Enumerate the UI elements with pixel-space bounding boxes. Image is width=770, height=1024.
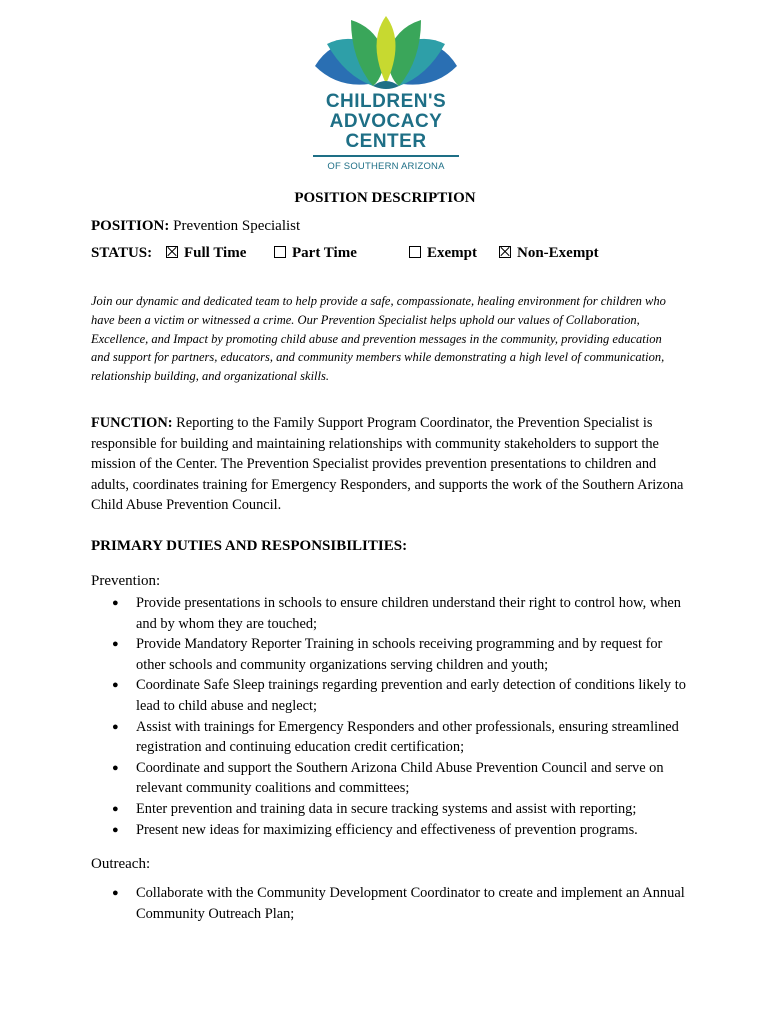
checkbox-empty-icon[interactable] xyxy=(409,246,421,258)
position-line xyxy=(91,218,300,235)
position-value: Prevention Specialist xyxy=(173,218,301,234)
outreach-label: Outreach: xyxy=(91,856,151,872)
outreach-list xyxy=(91,883,691,924)
status-option-part-time[interactable] xyxy=(274,245,357,262)
prevention-label: Prevention: xyxy=(91,573,161,589)
status-option-full-time[interactable] xyxy=(166,245,246,262)
checkbox-empty-icon[interactable] xyxy=(274,246,286,258)
logo-text-line3: CENTER xyxy=(345,131,427,152)
list-item: ● Assist with trainings for Emergency Responders and other professionals, ensuring streamlined registration and continuing education credit certification; xyxy=(91,717,691,758)
status-label: STATUS: xyxy=(91,245,153,261)
list-item: ● Provide Mandatory Reporter Training in schools receiving programming and by request for other schools and community organizations serving children and youth; xyxy=(91,634,691,675)
status-option-non-exempt[interactable] xyxy=(499,245,599,262)
list-item: ● Present new ideas for maximizing efficiency and effectiveness of prevention programs. xyxy=(91,820,691,841)
organization-logo xyxy=(311,14,461,179)
checkbox-checked-icon[interactable] xyxy=(499,246,511,258)
logo-text-line1: CHILDREN'S xyxy=(325,91,447,112)
logo-divider xyxy=(313,155,459,157)
function-label: FUNCTION: xyxy=(91,415,173,431)
list-item: ● Coordinate and support the Southern Arizona Child Abuse Prevention Council and serve on relevant community coalitions and committees; xyxy=(91,758,691,799)
logo-text-line2: ADVOCACY xyxy=(329,111,443,132)
status-option-label: Part Time xyxy=(292,245,357,261)
status-option-label: Exempt xyxy=(427,245,477,261)
status-option-label: Non-Exempt xyxy=(517,245,599,261)
document-title: POSITION DESCRIPTION xyxy=(294,190,476,206)
list-item: ● Collaborate with the Community Development Coordinator to create and implement an Annual Community Outreach Plan; xyxy=(91,883,691,924)
logo-subtitle: OF SOUTHERN ARIZONA xyxy=(327,161,445,172)
prevention-list xyxy=(91,593,691,840)
lotus-icon xyxy=(311,14,461,92)
list-item: ● Coordinate Safe Sleep trainings regarding prevention and early detection of conditions likely to lead to child abuse and neglect; xyxy=(91,675,691,716)
function-paragraph xyxy=(91,413,691,516)
status-option-label: Full Time xyxy=(184,245,247,261)
position-label: POSITION: xyxy=(91,218,170,234)
checkbox-checked-icon[interactable] xyxy=(166,246,178,258)
list-item: ● Enter prevention and training data in secure tracking systems and assist with reporting; xyxy=(91,799,691,820)
function-text: Reporting to the Family Support Program Coordinator, the Prevention Specialist is responsible for building and maintaining relationships with community stakeholders to support the mission of the Center. The Prevention Specialist provides prevention presentations to children and adults, coordinates training for Emergency Responders, and supports the work of the Southern Arizona Child Abuse Prevention Council. xyxy=(91,415,684,514)
intro-paragraph: Join our dynamic and dedicated team to help provide a safe, compassionate, healing environment for children who have been a victim or witnessed a crime. Our Prevention Specialist helps uphold our values of Collaboration, Excellence, and Impact by promoting child abuse and prevention messages in the community, providing education and support for partners, educators, and community members while demonstrating a high level of communication, relationship building, and organizational skills. xyxy=(91,294,666,384)
list-item: ● Provide presentations in schools to ensure children understand their right to control how, when and by whom they are touched; xyxy=(91,593,691,634)
status-option-exempt[interactable] xyxy=(409,245,477,262)
duties-heading: PRIMARY DUTIES AND RESPONSIBILITIES: xyxy=(91,538,408,554)
